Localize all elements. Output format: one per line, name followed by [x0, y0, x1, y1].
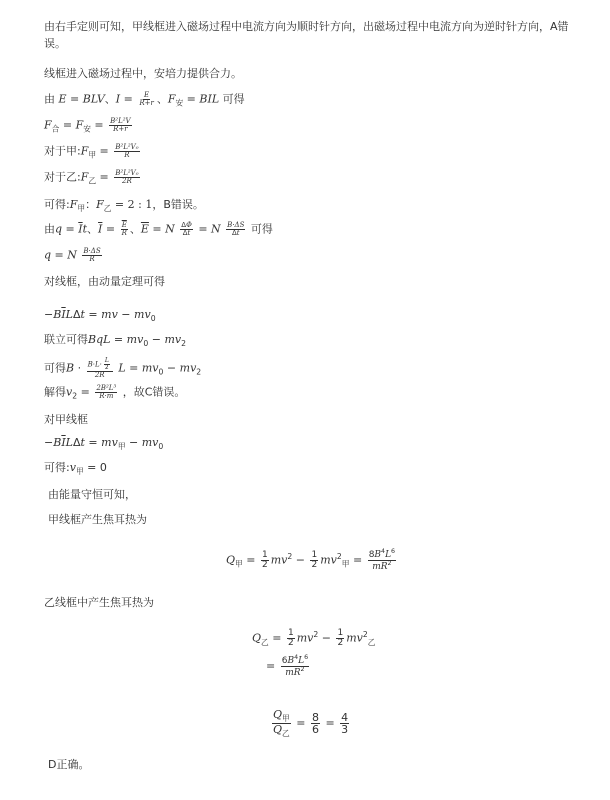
- formula-line-charge: 由$q = \overline{I}t$、$\overline{I}$ = $\frac{\overline{E}}{R}$ 、$\overline{E} = N$ $\frac{\Delta\Phi}{\Delta t}$ = N $\frac{B\cdot\Delta S}{\Delta t}$ 可得: [44, 221, 273, 237]
- text-line-momentum-theorem: 对线框，由动量定理可得: [44, 275, 165, 288]
- text-colon: ：: [85, 198, 97, 211]
- text-line-a-wrong: 误。: [44, 37, 66, 50]
- text-line-jia-heat: 甲线框产生焦耳热为: [48, 513, 147, 526]
- text-line-ampere-force: 线框进入磁场过程中，安培力提供合力。: [44, 67, 242, 80]
- text-prefix: 联立可得: [44, 333, 88, 346]
- text-prefix: 可得:: [44, 461, 70, 474]
- text-line-yi-heat: 乙线框中产生焦耳热为: [44, 596, 154, 609]
- formula-heat-yi-line2: = $\frac{6B^4L^6}{mR^2}$: [266, 654, 309, 678]
- formula-line-substituted: 可得B · B·L· $\frac{L}{2}$ 2R $L = mv_0 - mv_2$: [44, 357, 202, 379]
- text-prefix: 可得:: [44, 198, 70, 211]
- ratio-value: = 2 : 1，: [114, 198, 164, 211]
- formula-line-jia-momentum: $-B\overline{I}L\Delta t = mv_甲 - mv_0$: [44, 436, 164, 452]
- formula-line-yi-force: 对于乙$:F_乙$ = $\frac{\text{B²L²V₀}}{2R}$: [44, 169, 139, 186]
- formula-line-v2-result: 解得$v_2$ = $\frac{\text{2B²L³}}{R\cdot m}$ ，故C错误。: [44, 384, 186, 401]
- formula-line-force-ratio: 可得$:F_甲$：$F_乙 = 2$ : 1，B错误。: [44, 198, 204, 214]
- text-prefix: 对于乙:: [44, 170, 81, 184]
- formula-heat-jia: $Q_甲$ = $\frac{1}{2}$ $mv^2$ − $\frac{1}{2}$ $mv^2_甲$ = $\frac{8B^4L^6}{mR^2}$: [226, 548, 396, 572]
- formula-heat-yi-line1: $Q_乙$ = $\frac{1}{2}$ $mv^2$ − $\frac{1}{2}$ $mv^2_乙$: [252, 628, 376, 649]
- formula-line-momentum: $-B\overline{I}L\Delta t$ = mv − $mv_0$: [44, 308, 156, 324]
- formula-line-net-force: $F_合 = F_安$ = $\frac{\text{B²L²V}}{R+r}$: [44, 117, 131, 134]
- formula-line-emf: 由 E = BLV、I = $\frac{E}{R+r}$ 、$F_安$ = BIL 可得: [44, 91, 245, 108]
- formula-line-v-jia-zero: 可得$:v_甲 = 0$: [44, 461, 107, 477]
- formula-line-combined: 联立可得BqL = $mv_0 - mv_2$: [44, 333, 186, 349]
- text-suffix: ，故C错误。: [122, 385, 186, 399]
- text-line-d-correct: D正确。: [48, 758, 90, 771]
- text-prefix: 解得: [44, 385, 66, 399]
- text-suffix: 可得: [250, 222, 273, 236]
- text-line-right-hand-rule: 由右手定则可知，甲线框进入磁场过程中电流方向为顺时针方向，出磁场过程中电流方向为逆时针方向，A错: [44, 20, 569, 33]
- text-suffix: 可得: [222, 92, 245, 106]
- text-prefix: 对于甲:: [44, 144, 81, 158]
- text-line-jia-frame: 对甲线框: [44, 413, 88, 426]
- text-prefix: 由: [44, 222, 55, 236]
- formula-heat-ratio: $\frac{Q_甲}{Q_乙}$ = $\frac{8}{6}$ = $\frac{4}{3}$: [273, 708, 349, 739]
- formula-line-q-result: q = N $\frac{B\cdot\Delta S}{R}$: [44, 247, 101, 263]
- text-line-energy-conservation: 由能量守恒可知，: [48, 488, 136, 501]
- text-prefix: 可得: [44, 361, 66, 375]
- formula-line-jia-force: 对于甲$:F_甲$ = $\frac{\text{B²L²V₀}}{R}$: [44, 143, 139, 160]
- text-prefix: 由: [44, 92, 55, 106]
- text-suffix: B错误。: [163, 198, 204, 211]
